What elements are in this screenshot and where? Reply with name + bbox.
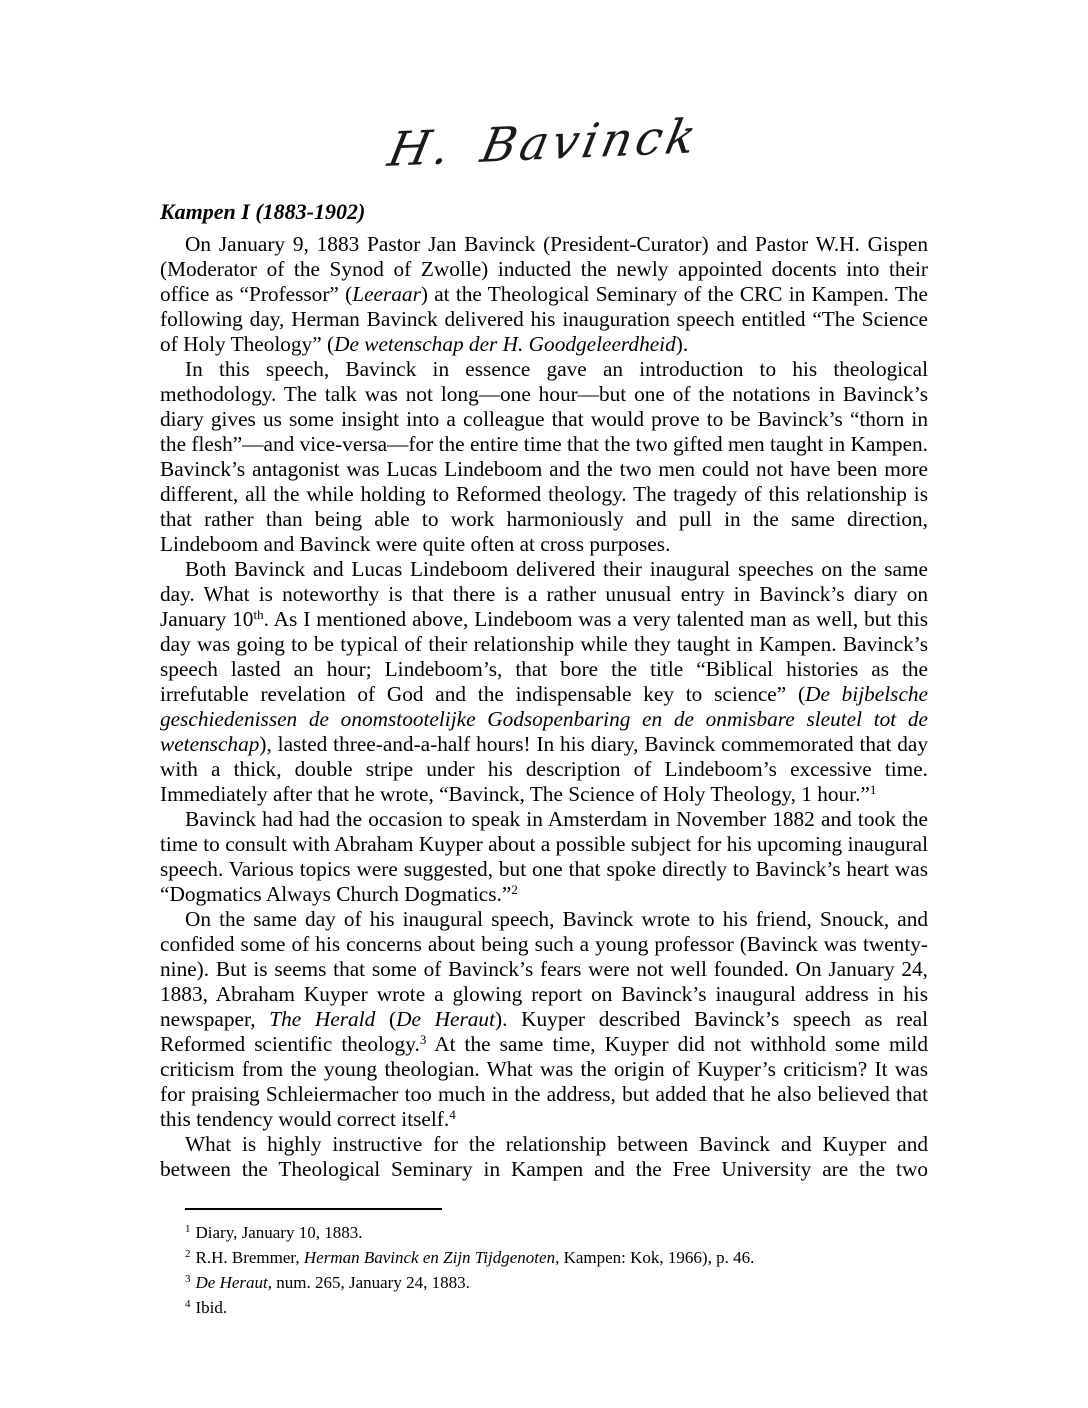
footnote-4 — [185, 1295, 928, 1320]
page-content — [160, 197, 928, 1320]
footnote-1 — [185, 1220, 928, 1245]
signature-handwriting: H. Bavinck — [383, 108, 705, 179]
footnote-2-text: R.H. Bremmer, Herman Bavinck en Zijn Tijdgenoten, Kampen: Kok, 1966), p. 46. — [195, 1248, 755, 1267]
footnote-4-text: Ibid. — [195, 1298, 228, 1317]
paragraph-instructive-relationship: What is highly instructive for the relationship between Bavinck and Kuyper and between the Theological Seminary in Kampen and the Free University are the two — [160, 1132, 928, 1181]
paragraph-speech-methodology: In this speech, Bavinck in essence gave an introduction to his theological methodology. The talk was not long—one hour—but one of the notations in Bavinck’s diary gives us some insight into a colleague that would prove to be Bavinck’s “thorn in the flesh”—and vice-versa—for the entire time that the two gifted men taught in Kampen. Bavinck’s antagonist was Lucas Lindeboom and the two men could not have been more different, all the while holding to Reformed theology. The tragedy of this relationship is that rather than being able to work harmoniously and pull in the same direction, Lindeboom and Bavinck were quite often at cross purposes. — [160, 357, 928, 556]
footnote-2 — [185, 1245, 928, 1270]
signature-block — [0, 108, 1088, 206]
footnote-3 — [185, 1270, 928, 1295]
section-heading: Kampen I (1883-1902) — [160, 199, 366, 224]
paragraph-induction: On January 9, 1883 Pastor Jan Bavinck (President-Curator) and Pastor W.H. Gispen (Moderator of the Synod of Zwolle) inducted the newly appointed docents into their office as “Professor” (Leeraar) at the Theological Seminary of the CRC in Kampen. The following day, Herman Bavinck delivered his inauguration speech entitled “The Science of Holy Theology” (De wetenschap der H. Goodgeleerdheid). — [160, 232, 928, 356]
footnote-3-text: De Heraut, num. 265, January 24, 1883. — [195, 1273, 470, 1292]
footnote-4-number: 4 — [185, 1298, 191, 1310]
footnote-3-number: 3 — [185, 1273, 191, 1285]
footnote-1-text: Diary, January 10, 1883. — [195, 1223, 363, 1242]
footnote-1-number: 1 — [185, 1223, 191, 1235]
footnotes-section — [160, 1208, 928, 1320]
footnote-separator-rule — [185, 1208, 442, 1210]
paragraph-amsterdam-kuyper: Bavinck had had the occasion to speak in Amsterdam in November 1882 and took the time to consult with Abraham Kuyper about a possible subject for his upcoming inaugural speech. Various topics were suggested, but one that spoke directly to Bavinck’s heart was “Dogmatics Always Church Dogmatics.”$^2$ — [160, 807, 928, 906]
footnote-2-number: 2 — [185, 1248, 191, 1260]
paragraph-inaugural-speeches: Both Bavinck and Lucas Lindeboom delivered their inaugural speeches on the same day. What is noteworthy is that there is a rather unusual entry in Bavinck’s diary on January 10th. As I mentioned above, Lindeboom was a very talented man as well, but this day was going to be typical of their relationship while they taught in Kampen. Bavinck’s speech lasted an hour; Lindeboom’s, that bore the title “Biblical histories as the irrefutable revelation of God and the indispensable key to science” (De bijbelsche geschiedenissen de onomstootelijke Godsopenbaring en de onmisbare sleutel tot de wetenschap), lasted three-and-a-half hours! In his diary, Bavinck commemorated that day with a thick, double stripe under his description of Lindeboom’s excessive time. Immediately after that he wrote, “Bavinck, The Science of Holy Theology, 1 hour.”$^1$ — [160, 557, 928, 806]
paragraph-snouck-letter: On the same day of his inaugural speech, Bavinck wrote to his friend, Snouck, and confided some of his concerns about being such a young professor (Bavinck was twenty-nine). But is seems that some of Bavinck’s fears were not well founded. On January 24, 1883, Abraham Kuyper wrote a glowing report on Bavinck’s inaugural address in his newspaper, The Herald (De Heraut). Kuyper described Bavinck’s speech as real Reformed scientific theology.$^3$ At the same time, Kuyper did not withhold some mild criticism from the young theologian. What was the origin of Kuyper’s criticism? It was for praising Schleiermacher too much in the address, but added that he also believed that this tendency would correct itself.$^4$ — [160, 907, 929, 1131]
